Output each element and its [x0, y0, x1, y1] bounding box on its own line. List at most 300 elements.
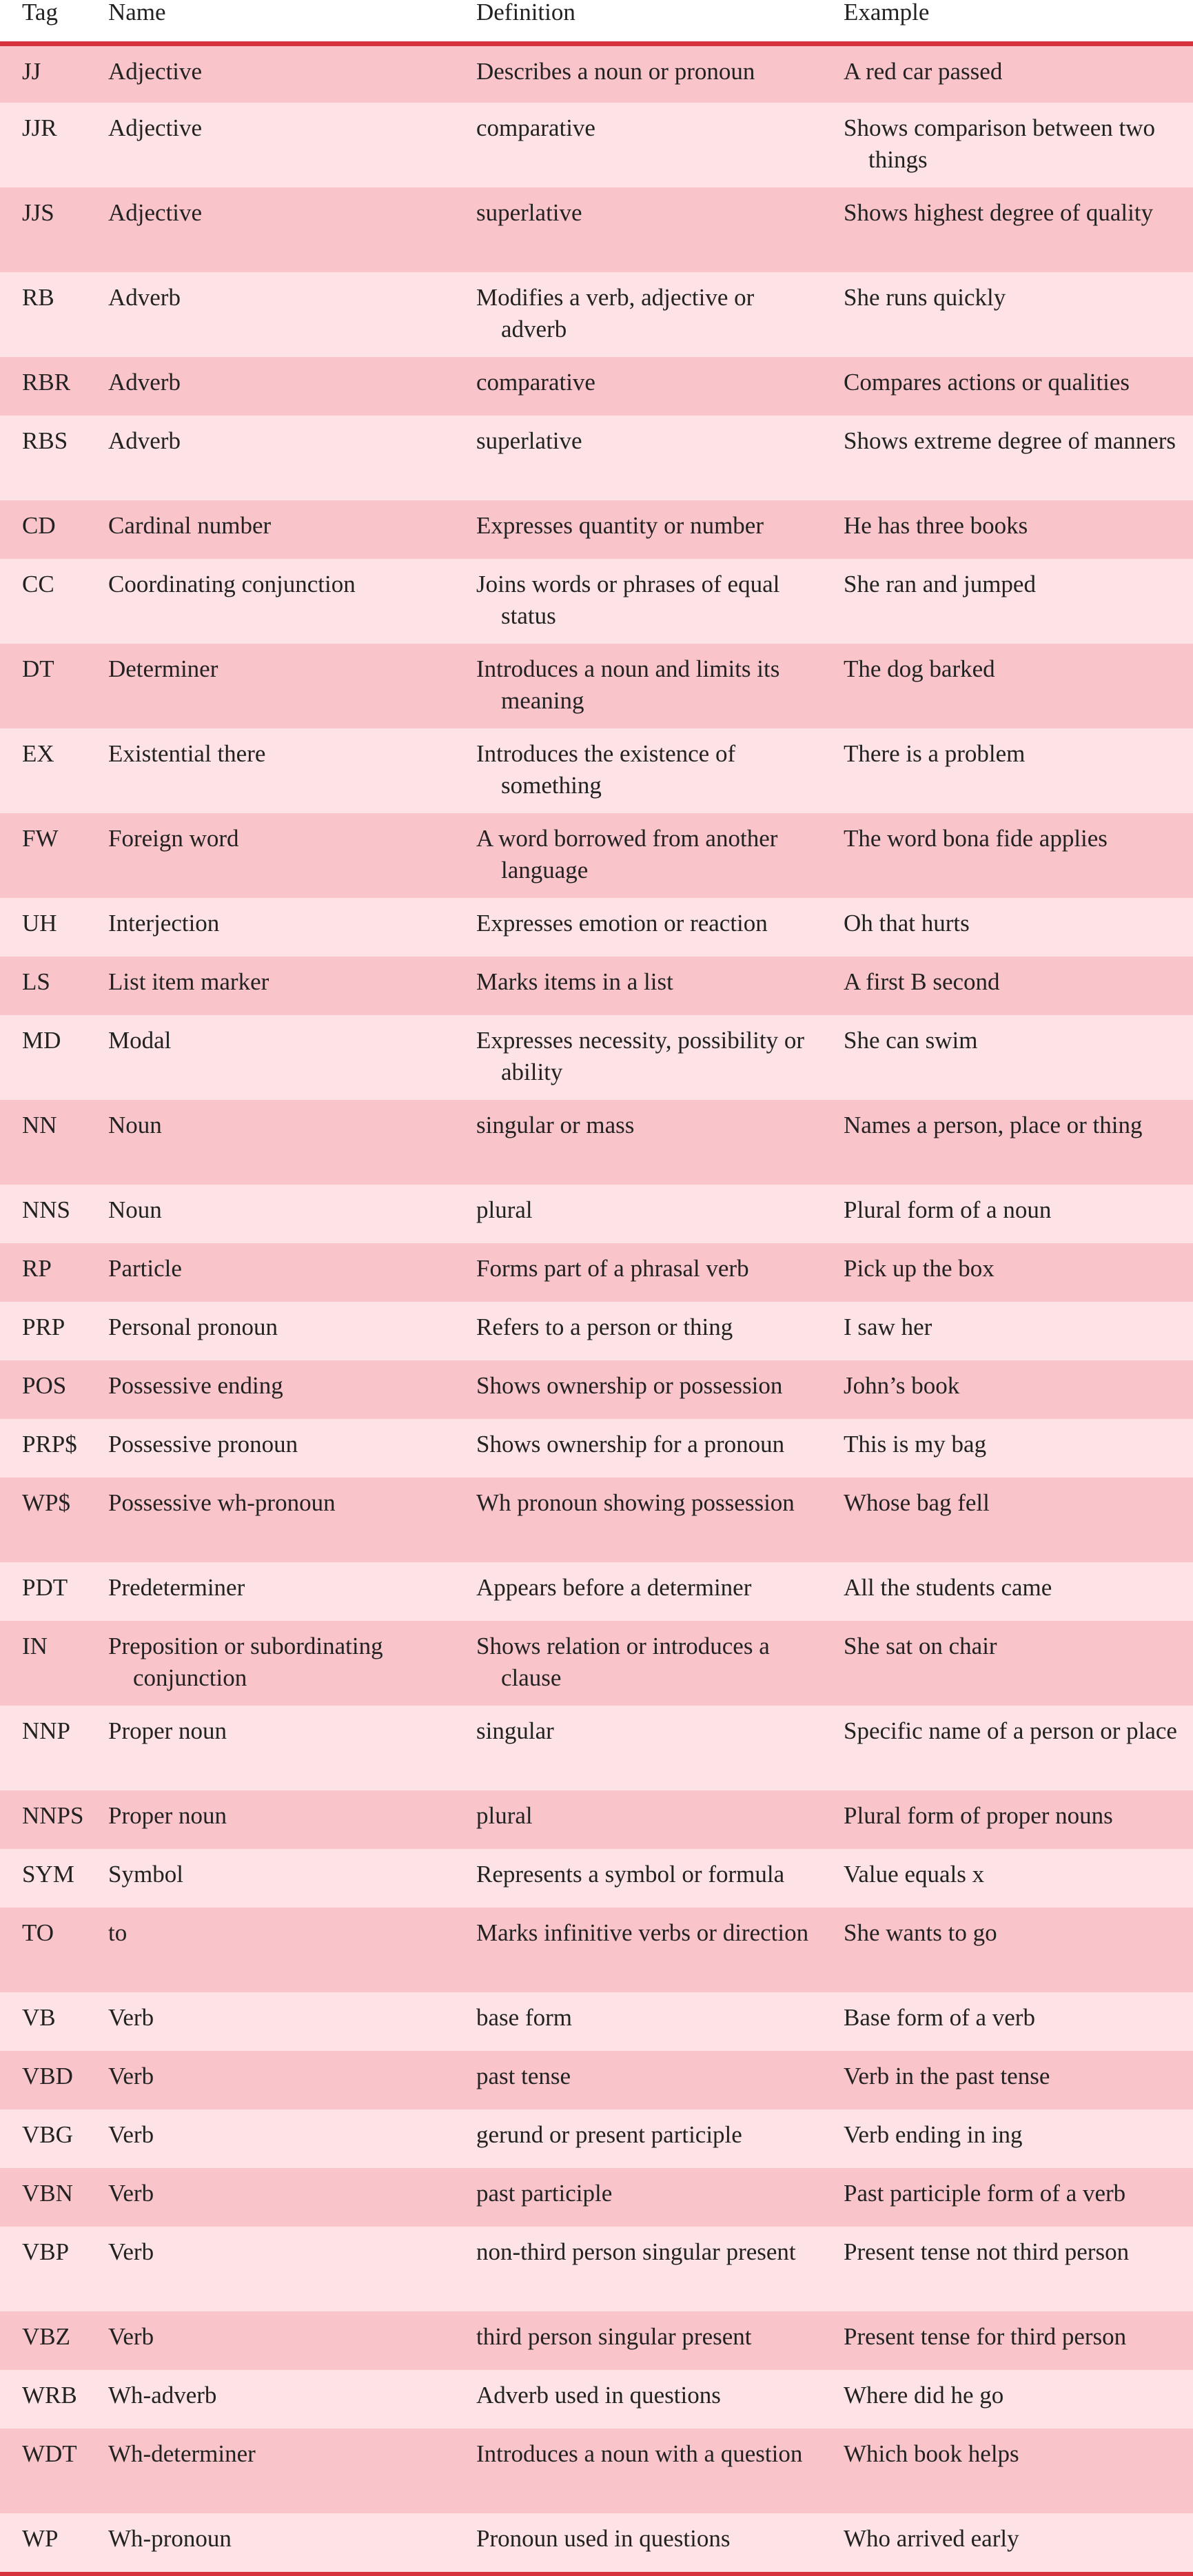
- cell-example: [822, 44, 1193, 103]
- table-bottom-rule: [0, 2572, 1193, 2576]
- table-row: [0, 1419, 1193, 1478]
- cell-definition: [454, 957, 822, 1015]
- table-row: [0, 1562, 1193, 1621]
- cell-name: [86, 2051, 454, 2109]
- cell-example-text: Names a person, place or thing: [844, 1111, 1143, 1138]
- cell-tag: [0, 2311, 86, 2370]
- cell-tag-text: VBZ: [22, 2322, 70, 2350]
- cell-definition-text: Expresses necessity, possibility or ability: [476, 1026, 805, 1085]
- cell-tag-text: NNP: [22, 1717, 71, 1744]
- cell-name-text: Adverb: [108, 283, 181, 311]
- cell-example-text: A first B second: [844, 968, 1000, 995]
- cell-example: [822, 1621, 1193, 1706]
- cell-tag: [0, 2429, 86, 2513]
- cell-name-text: Verb: [108, 2062, 154, 2089]
- cell-example: [822, 1015, 1193, 1100]
- table-body: [0, 44, 1193, 2572]
- cell-example: [822, 728, 1193, 813]
- cell-example-text: Verb in the past tense: [844, 2062, 1050, 2089]
- cell-example: [822, 1360, 1193, 1419]
- cell-tag: [0, 1849, 86, 1908]
- cell-tag-text: UH: [22, 909, 57, 937]
- cell-definition-text: comparative: [476, 368, 595, 396]
- cell-name: [86, 728, 454, 813]
- table-row: [0, 1992, 1193, 2051]
- header-example: Example: [822, 0, 1193, 44]
- cell-example: [822, 1185, 1193, 1243]
- cell-definition-text: plural: [476, 1801, 533, 1829]
- table-row: [0, 1706, 1193, 1790]
- table-row: [0, 898, 1193, 957]
- table-row: [0, 416, 1193, 500]
- cell-name: [86, 357, 454, 416]
- cell-definition: [454, 272, 822, 357]
- cell-name-text: Verb: [108, 2238, 154, 2265]
- cell-tag: [0, 2168, 86, 2227]
- cell-tag-text: VBP: [22, 2238, 70, 2265]
- header-row: [0, 0, 1193, 44]
- cell-tag: [0, 898, 86, 957]
- cell-definition: [454, 1360, 822, 1419]
- cell-name: [86, 2429, 454, 2513]
- cell-name: [86, 644, 454, 728]
- cell-tag: [0, 416, 86, 500]
- cell-example-text: The dog barked: [844, 655, 995, 682]
- cell-definition: [454, 1478, 822, 1562]
- cell-definition: [454, 357, 822, 416]
- cell-definition: [454, 103, 822, 187]
- cell-definition: [454, 44, 822, 103]
- cell-name: [86, 813, 454, 898]
- cell-definition: [454, 1015, 822, 1100]
- cell-definition-text: Expresses quantity or number: [476, 511, 764, 539]
- cell-tag: [0, 1015, 86, 1100]
- cell-name: [86, 1849, 454, 1908]
- cell-name: [86, 2109, 454, 2168]
- cell-example-text: Compares actions or qualities: [844, 368, 1130, 396]
- table-row: [0, 813, 1193, 898]
- cell-definition: [454, 416, 822, 500]
- cell-example: [822, 1419, 1193, 1478]
- cell-name-text: Possessive pronoun: [108, 1430, 298, 1458]
- table-row: [0, 1185, 1193, 1243]
- cell-definition: [454, 2227, 822, 2311]
- cell-definition-text: Wh pronoun showing possession: [476, 1489, 795, 1516]
- table-row: [0, 357, 1193, 416]
- cell-tag-text: NNPS: [22, 1801, 84, 1829]
- cell-name-text: Symbol: [108, 1860, 183, 1888]
- table-row: [0, 2429, 1193, 2513]
- cell-tag-text: WDT: [22, 2440, 77, 2467]
- table-row: [0, 1908, 1193, 1992]
- cell-tag: [0, 1100, 86, 1185]
- cell-name-text: Interjection: [108, 909, 220, 937]
- cell-definition: [454, 1562, 822, 1621]
- cell-name-text: Predeterminer: [108, 1573, 245, 1601]
- cell-name-text: Cardinal number: [108, 511, 272, 539]
- cell-tag: [0, 500, 86, 559]
- cell-tag: [0, 1302, 86, 1360]
- cell-definition-text: gerund or present participle: [476, 2120, 742, 2148]
- cell-tag-text: DT: [22, 655, 54, 682]
- cell-definition: [454, 500, 822, 559]
- cell-tag-text: JJR: [22, 114, 57, 141]
- cell-name-text: Verb: [108, 2179, 154, 2207]
- cell-tag-text: NN: [22, 1111, 57, 1138]
- cell-tag: [0, 357, 86, 416]
- cell-example: [822, 1849, 1193, 1908]
- cell-example: [822, 1478, 1193, 1562]
- cell-definition-text: Introduces a noun with a question: [476, 2440, 803, 2467]
- cell-definition-text: third person singular present: [476, 2322, 752, 2350]
- cell-tag: [0, 103, 86, 187]
- cell-tag: [0, 1562, 86, 1621]
- cell-name-text: List item marker: [108, 968, 269, 995]
- cell-definition: [454, 898, 822, 957]
- cell-name: [86, 1100, 454, 1185]
- cell-example-text: There is a problem: [844, 739, 1026, 767]
- cell-name-text: Possessive ending: [108, 1371, 283, 1399]
- cell-tag: [0, 559, 86, 644]
- cell-name-text: Foreign word: [108, 824, 239, 852]
- cell-tag-text: JJS: [22, 198, 54, 226]
- cell-tag: [0, 1185, 86, 1243]
- cell-definition-text: Shows ownership for a pronoun: [476, 1430, 785, 1458]
- cell-tag: [0, 1419, 86, 1478]
- table-row: [0, 1100, 1193, 1185]
- table-row: [0, 2513, 1193, 2572]
- cell-definition-text: Shows ownership or possession: [476, 1371, 783, 1399]
- cell-definition: [454, 1790, 822, 1849]
- cell-name: [86, 2513, 454, 2572]
- cell-tag: [0, 1908, 86, 1992]
- cell-name: [86, 2168, 454, 2227]
- cell-definition: [454, 559, 822, 644]
- table-row: [0, 728, 1193, 813]
- cell-example: [822, 559, 1193, 644]
- cell-name-text: Noun: [108, 1196, 162, 1223]
- cell-name: [86, 2311, 454, 2370]
- cell-example: [822, 1992, 1193, 2051]
- cell-tag-text: VBD: [22, 2062, 73, 2089]
- cell-example-text: A red car passed: [844, 58, 1003, 85]
- cell-definition-text: singular or mass: [476, 1111, 635, 1138]
- cell-name-text: Verb: [108, 2003, 154, 2031]
- cell-example-text: Present tense for third person: [844, 2322, 1127, 2350]
- cell-example-text: She can swim: [844, 1026, 978, 1054]
- cell-tag: [0, 2227, 86, 2311]
- cell-name-text: Wh-adverb: [108, 2381, 217, 2409]
- cell-name-text: Modal: [108, 1026, 172, 1054]
- cell-tag-text: WP$: [22, 1489, 70, 1516]
- cell-tag: [0, 1621, 86, 1706]
- cell-name: [86, 1360, 454, 1419]
- table-row: [0, 500, 1193, 559]
- cell-example-text: She runs quickly: [844, 283, 1006, 311]
- cell-name: [86, 1621, 454, 1706]
- cell-name: [86, 1562, 454, 1621]
- cell-name-text: Verb: [108, 2120, 154, 2148]
- cell-example-text: The word bona fide applies: [844, 824, 1108, 852]
- table-row: [0, 103, 1193, 187]
- cell-example: [822, 2370, 1193, 2429]
- cell-example-text: Shows highest degree of quality: [844, 198, 1154, 226]
- cell-name: [86, 1706, 454, 1790]
- cell-definition-text: Joins words or phrases of equal status: [476, 570, 780, 629]
- cell-tag: [0, 1790, 86, 1849]
- cell-tag-text: CD: [22, 511, 56, 539]
- cell-name-text: Wh-determiner: [108, 2440, 256, 2467]
- cell-example-text: Plural form of proper nouns: [844, 1801, 1113, 1829]
- cell-name: [86, 957, 454, 1015]
- cell-example: [822, 1908, 1193, 1992]
- cell-definition-text: Pronoun used in questions: [476, 2524, 731, 2552]
- cell-definition: [454, 2051, 822, 2109]
- cell-tag-text: IN: [22, 1632, 48, 1659]
- cell-definition: [454, 2109, 822, 2168]
- cell-example: [822, 2109, 1193, 2168]
- cell-tag-text: SYM: [22, 1860, 74, 1888]
- cell-definition: [454, 1908, 822, 1992]
- cell-example: [822, 957, 1193, 1015]
- cell-name: [86, 500, 454, 559]
- cell-name: [86, 1478, 454, 1562]
- cell-name: [86, 1419, 454, 1478]
- cell-example: [822, 2513, 1193, 2572]
- cell-name-text: Adverb: [108, 427, 181, 454]
- cell-name-text: Particle: [108, 1254, 182, 1282]
- cell-name: [86, 2227, 454, 2311]
- cell-definition-text: Forms part of a phrasal verb: [476, 1254, 749, 1282]
- cell-example: [822, 1100, 1193, 1185]
- cell-definition-text: Introduces the existence of something: [476, 739, 736, 799]
- cell-definition: [454, 1419, 822, 1478]
- cell-definition: [454, 2429, 822, 2513]
- cell-definition: [454, 1621, 822, 1706]
- cell-name: [86, 1185, 454, 1243]
- cell-example: [822, 813, 1193, 898]
- cell-tag: [0, 1243, 86, 1302]
- cell-example-text: John’s book: [844, 1371, 960, 1399]
- cell-definition-text: superlative: [476, 198, 582, 226]
- cell-example: [822, 1706, 1193, 1790]
- cell-tag: [0, 2109, 86, 2168]
- cell-example-text: Who arrived early: [844, 2524, 1019, 2552]
- cell-example: [822, 500, 1193, 559]
- cell-tag-text: PDT: [22, 1573, 68, 1601]
- cell-tag-text: RP: [22, 1254, 52, 1282]
- cell-definition-text: non-third person singular present: [476, 2238, 796, 2265]
- cell-name-text: Determiner: [108, 655, 218, 682]
- cell-tag: [0, 1360, 86, 1419]
- cell-name-text: Coordinating conjunction: [108, 570, 356, 597]
- cell-tag: [0, 1706, 86, 1790]
- cell-name-text: Verb: [108, 2322, 154, 2350]
- cell-definition: [454, 1706, 822, 1790]
- cell-definition-text: Marks infinitive verbs or direction: [476, 1919, 809, 1946]
- table-row: [0, 1621, 1193, 1706]
- cell-example-text: She ran and jumped: [844, 570, 1036, 597]
- cell-name: [86, 272, 454, 357]
- table-row: [0, 2051, 1193, 2109]
- table-header: [0, 0, 1193, 44]
- cell-tag-text: CC: [22, 570, 54, 597]
- cell-name: [86, 1908, 454, 1992]
- cell-example: [822, 2311, 1193, 2370]
- cell-definition-text: Marks items in a list: [476, 968, 673, 995]
- cell-name: [86, 559, 454, 644]
- cell-tag: [0, 2370, 86, 2429]
- cell-tag-text: NNS: [22, 1196, 71, 1223]
- cell-name: [86, 44, 454, 103]
- cell-example: [822, 272, 1193, 357]
- cell-definition-text: Describes a noun or pronoun: [476, 58, 755, 85]
- cell-name-text: Existential there: [108, 739, 266, 767]
- cell-definition: [454, 2311, 822, 2370]
- cell-definition-text: Introduces a noun and limits its meaning: [476, 655, 780, 714]
- cell-tag: [0, 644, 86, 728]
- table-row: [0, 2227, 1193, 2311]
- cell-tag-text: RBS: [22, 427, 68, 454]
- cell-example-text: Verb ending in ing: [844, 2120, 1023, 2148]
- cell-name-text: Wh-pronoun: [108, 2524, 232, 2552]
- table-row: [0, 2370, 1193, 2429]
- cell-name-text: Adjective: [108, 198, 203, 226]
- cell-name-text: Adverb: [108, 368, 181, 396]
- cell-name: [86, 1790, 454, 1849]
- cell-tag-text: RBR: [22, 368, 71, 396]
- cell-example-text: This is my bag: [844, 1430, 987, 1458]
- cell-name-text: Personal pronoun: [108, 1313, 278, 1340]
- cell-definition: [454, 187, 822, 272]
- cell-name: [86, 1243, 454, 1302]
- cell-tag: [0, 813, 86, 898]
- cell-definition-text: Represents a symbol or formula: [476, 1860, 785, 1888]
- cell-tag-text: TO: [22, 1919, 54, 1946]
- table-row: [0, 1302, 1193, 1360]
- cell-definition-text: Adverb used in questions: [476, 2381, 721, 2409]
- cell-name: [86, 898, 454, 957]
- cell-definition-text: past participle: [476, 2179, 613, 2207]
- cell-example-text: Where did he go: [844, 2381, 1004, 2409]
- cell-definition: [454, 813, 822, 898]
- cell-example-text: I saw her: [844, 1313, 932, 1340]
- cell-tag-text: WP: [22, 2524, 59, 2552]
- cell-definition-text: Expresses emotion or reaction: [476, 909, 768, 937]
- cell-example: [822, 644, 1193, 728]
- cell-definition-text: plural: [476, 1196, 533, 1223]
- cell-tag: [0, 44, 86, 103]
- cell-definition-text: Refers to a person or thing: [476, 1313, 733, 1340]
- cell-definition-text: base form: [476, 2003, 572, 2031]
- table-row: [0, 559, 1193, 644]
- cell-tag: [0, 2513, 86, 2572]
- cell-definition: [454, 2370, 822, 2429]
- cell-example: [822, 357, 1193, 416]
- cell-tag-text: VB: [22, 2003, 56, 2031]
- cell-example-text: Which book helps: [844, 2440, 1019, 2467]
- cell-example: [822, 416, 1193, 500]
- cell-name: [86, 103, 454, 187]
- cell-name-text: Proper noun: [108, 1801, 227, 1829]
- cell-tag-text: MD: [22, 1026, 61, 1054]
- cell-example-text: Base form of a verb: [844, 2003, 1035, 2031]
- cell-example-text: Present tense not third person: [844, 2238, 1130, 2265]
- table-row: [0, 1478, 1193, 1562]
- cell-example: [822, 1243, 1193, 1302]
- cell-tag-text: EX: [22, 739, 54, 767]
- cell-tag-text: WRB: [22, 2381, 77, 2409]
- cell-tag: [0, 1992, 86, 2051]
- cell-example: [822, 187, 1193, 272]
- cell-example-text: Specific name of a person or place: [844, 1717, 1177, 1744]
- table-row: [0, 272, 1193, 357]
- cell-definition-text: Appears before a determiner: [476, 1573, 752, 1601]
- cell-example: [822, 2168, 1193, 2227]
- cell-tag: [0, 187, 86, 272]
- cell-example: [822, 2429, 1193, 2513]
- cell-name-text: Adjective: [108, 114, 203, 141]
- table-row: [0, 1360, 1193, 1419]
- cell-tag-text: RB: [22, 283, 54, 311]
- cell-example: [822, 1790, 1193, 1849]
- cell-example-text: Whose bag fell: [844, 1489, 990, 1516]
- table-row: [0, 1849, 1193, 1908]
- cell-name: [86, 187, 454, 272]
- header-definition: Definition: [454, 0, 822, 44]
- cell-definition: [454, 1992, 822, 2051]
- cell-definition-text: Shows relation or introduces a clause: [476, 1632, 770, 1691]
- table-row: [0, 2311, 1193, 2370]
- cell-definition: [454, 1849, 822, 1908]
- cell-example: [822, 1562, 1193, 1621]
- cell-tag: [0, 272, 86, 357]
- table-row: [0, 957, 1193, 1015]
- cell-example-text: She wants to go: [844, 1919, 997, 1946]
- cell-example-text: Shows comparison between two things: [844, 114, 1156, 173]
- cell-name-text: Adjective: [108, 58, 203, 85]
- cell-example-text: Value equals x: [844, 1860, 985, 1888]
- cell-tag: [0, 2051, 86, 2109]
- cell-definition: [454, 1302, 822, 1360]
- cell-name: [86, 1302, 454, 1360]
- header-name: Name: [86, 0, 454, 44]
- cell-tag: [0, 728, 86, 813]
- cell-example-text: Shows extreme degree of manners: [844, 427, 1176, 454]
- cell-definition: [454, 1100, 822, 1185]
- header-tag: Tag: [0, 0, 86, 44]
- cell-definition: [454, 728, 822, 813]
- cell-tag-text: LS: [22, 968, 50, 995]
- cell-name: [86, 1992, 454, 2051]
- cell-example: [822, 1302, 1193, 1360]
- cell-name: [86, 416, 454, 500]
- cell-tag-text: VBN: [22, 2179, 73, 2207]
- cell-example-text: All the students came: [844, 1573, 1052, 1601]
- cell-example: [822, 2227, 1193, 2311]
- cell-definition: [454, 2513, 822, 2572]
- cell-name-text: Preposition or subordinating conjunction: [108, 1632, 383, 1691]
- cell-definition-text: singular: [476, 1717, 554, 1744]
- table-row: [0, 2109, 1193, 2168]
- cell-definition-text: A word borrowed from another language: [476, 824, 778, 883]
- cell-tag-text: FW: [22, 824, 59, 852]
- cell-name-text: Noun: [108, 1111, 162, 1138]
- cell-example-text: Pick up the box: [844, 1254, 995, 1282]
- cell-definition: [454, 1243, 822, 1302]
- cell-tag-text: PRP: [22, 1313, 65, 1340]
- cell-example-text: He has three books: [844, 511, 1028, 539]
